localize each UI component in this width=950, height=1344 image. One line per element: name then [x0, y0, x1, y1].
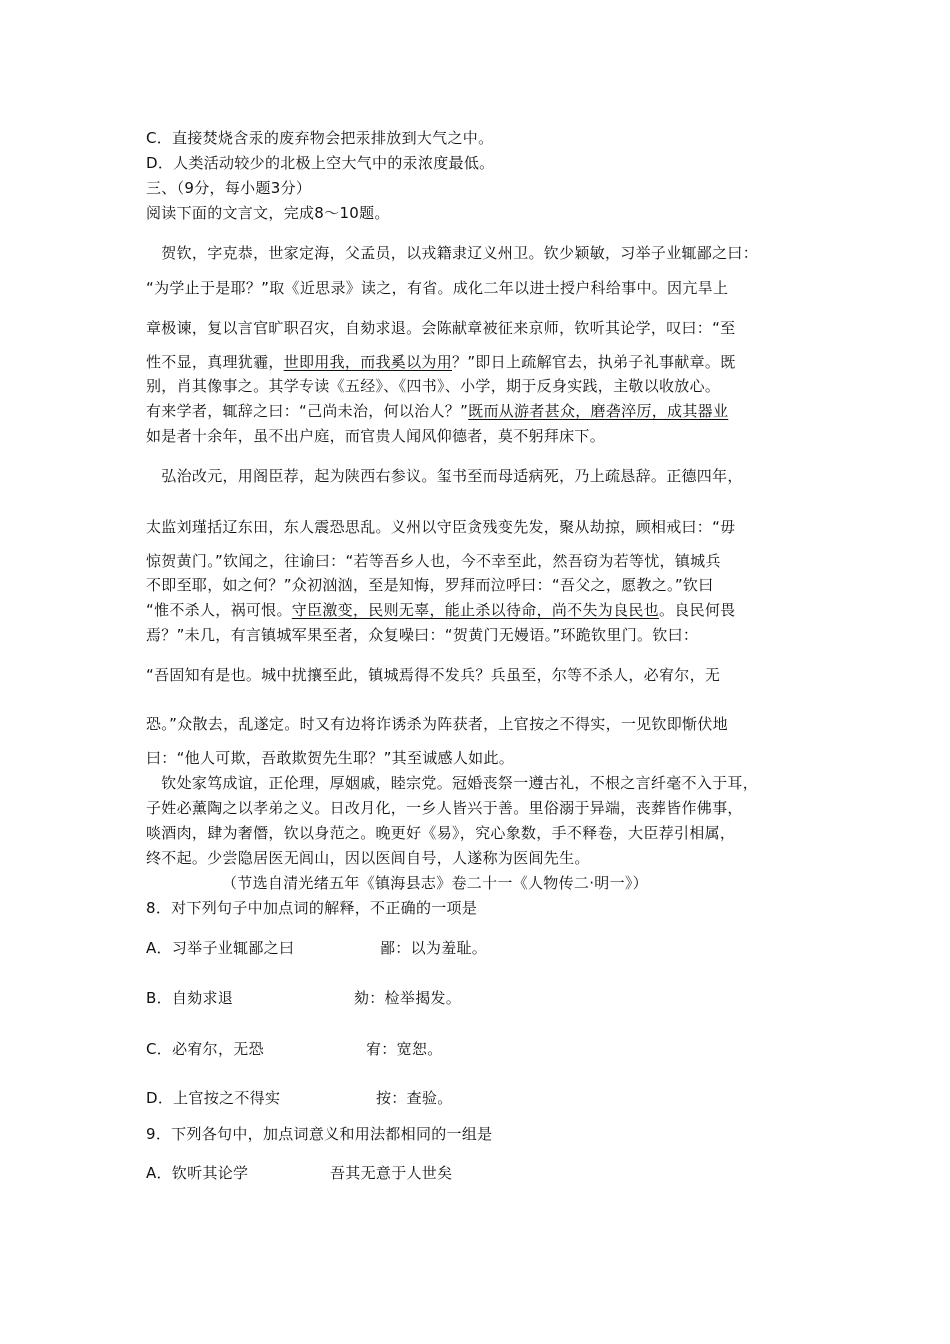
q8-stem: 8．对下列句子中加点词的解释，不正确的一项是: [146, 899, 478, 917]
passage-line: 弘治改元，用阁臣荐，起为陕西右参议。玺书至而母适病死，乃上疏恳辞。正德四年，: [146, 467, 743, 485]
option-label: A．习举子业辄鄙之曰: [146, 939, 295, 957]
passage-text: 。良民何畏: [658, 601, 736, 619]
section-heading: 三、（9分，每小题3分）: [146, 179, 312, 197]
passage-line: “为学止于是耶？”取《近思录》读之，有省。成化二年以进士授户科给事中。因亢旱上: [146, 279, 729, 297]
q7-option-c: C．直接焚烧含汞的废弃物会把汞排放到大气之中。: [146, 129, 494, 147]
q8-option-b: [146, 988, 462, 1008]
passage-line: 恐。”众散去，乱遂定。时又有边将诈诱杀为阵获者，上官按之不得实，一见钦即惭伏地: [146, 715, 728, 733]
passage-line: [146, 352, 736, 372]
option-label: D．上官按之不得实: [146, 1089, 281, 1107]
q8-option-c: [146, 1039, 443, 1059]
passage-text: “惟不杀人，祸可恨。: [146, 601, 292, 619]
passage-line: 啖酒肉，肆为奢僭，钦以身范之。晚更好《易》，究心象数，手不释卷，大臣荐引相属，: [146, 824, 736, 842]
passage-line: 子姓必薰陶之以孝弟之义。日改月化，一乡人皆兴于善。里俗溺于异端，丧葬皆作佛事，: [146, 799, 743, 817]
passage-line: 焉？”未几，有言镇城军果至者，众复噪曰：“贺黄门无嫚语。”环跪钦里门。钦曰：: [146, 626, 699, 644]
q9-option-a: [146, 1163, 453, 1183]
option-gloss: 按：查验。: [376, 1089, 453, 1107]
option-label: B．自劾求退: [146, 989, 234, 1007]
underlined-sentence: 既而从游者甚众，磨砻淬厉，成其器业: [468, 402, 729, 420]
underlined-sentence: 守臣激变，民则无辜，能止杀以待命，尚不失为良民也: [291, 601, 659, 619]
passage-line: 终不起。少尝隐居医无闾山，因以医闾自号，人遂称为医闾先生。: [146, 849, 590, 867]
passage-line: 曰：“他人可欺，吾敢欺贺先生耶？”其至诚感人如此。: [146, 749, 515, 767]
passage-line: 如是者十余年，虽不出户庭，而官贵人闻风仰德者，莫不躬拜床下。: [146, 427, 606, 445]
passage-line: 不即至耶，如之何？”众初汹汹，至是知悔，罗拜而泣呼曰：“吾父之，愿教之。”钦曰: [146, 576, 714, 594]
passage-source: （节选自清光绪五年《镇海县志》卷二十一《人物传二·明一》）: [222, 874, 648, 892]
option-gloss: 劾：检举揭发。: [354, 989, 462, 1007]
passage-line: “吾固知有是也。城中扰攘至此，镇城焉得不发兵？兵虽至，尔等不杀人，必宥尔，无: [146, 666, 721, 684]
passage-line: 钦处家笃成谊，正伦理，厚姻戚，睦宗党。冠婚丧祭一遵古礼，不根之言纤毫不入于耳，: [146, 774, 759, 792]
option-gloss: 宥：宽恕。: [366, 1040, 443, 1058]
option-right: 吾其无意于人世矣: [330, 1164, 453, 1182]
option-label: C．必宥尔，无恐: [146, 1040, 264, 1058]
q9-stem: 9．下列各句中，加点词意义和用法都相同的一组是: [146, 1125, 493, 1143]
passage-line: 别，肖其像事之。其学专读《五经》、《四书》、小学，期于反身实践，主敬以收放心。: [146, 377, 721, 395]
passage-text: ？”即日上疏解官去，执弟子礼事献章。既: [452, 353, 736, 371]
passage-line: 章极谏，复以言官旷职召灾，自劾求退。会陈献章被征来京师，钦听其论学，叹曰：“至: [146, 319, 736, 337]
passage-text: 性不显，真理犹霾，: [146, 353, 284, 371]
passage-text: 有来学者，辄辞之曰：“己尚未治，何以治人？”: [146, 402, 469, 420]
option-gloss: 鄙：以为羞耻。: [380, 939, 488, 957]
passage-line: 惊贺黄门。”钦闻之，往谕曰：“若等吾乡人也，今不幸至此，然吾窃为若等忧，镇城兵: [146, 552, 721, 570]
passage-line: 贺钦，字克恭，世家定海，父孟员，以戎籍隶辽义州卫。钦少颖敏，习举子业辄鄙之曰：: [146, 244, 759, 262]
q8-option-a: [146, 938, 488, 958]
passage-line: [146, 401, 728, 421]
passage-line: [146, 600, 736, 620]
section-instruction: 阅读下面的文言文，完成8～10题。: [146, 204, 390, 222]
q8-option-d: [146, 1088, 453, 1108]
option-left: A．钦听其论学: [146, 1164, 249, 1182]
underlined-sentence: 世即用我，而我奚以为用: [283, 353, 453, 371]
q7-option-d: D．人类活动较少的北极上空大气中的汞浓度最低。: [146, 154, 495, 172]
passage-line: 太监刘瑾括辽东田，东人震恐思乱。义州以守臣贪残变先发，聚从劫掠，顾相戒曰：“毋: [146, 518, 736, 536]
